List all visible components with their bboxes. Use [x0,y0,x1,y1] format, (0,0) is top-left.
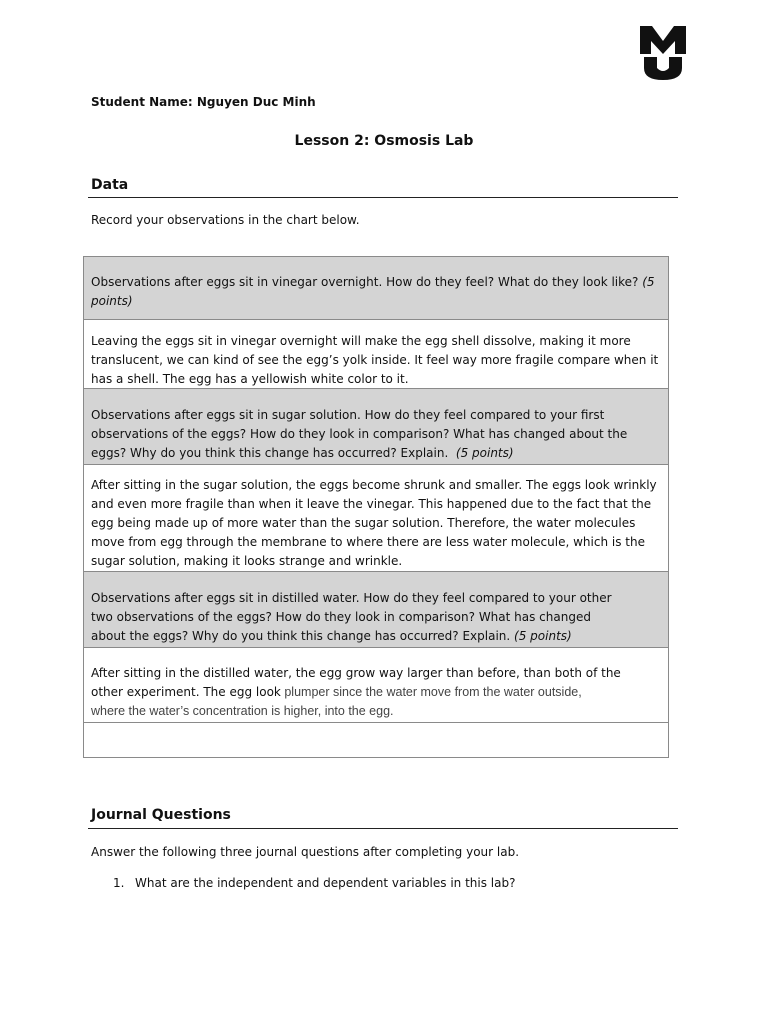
observation-table [83,256,669,758]
sugar-answer-text: After sitting in the sugar solution, the eggs become shrunk and smaller. The eggs look wrinkly and even more fragile than when it leave the vinegar. This happened due to the fact that the egg being made up of more water than the sugar solution. Therefore, the water molecules move from egg through the membrane to where there are less water molecule, which is the sugar solution, making it looks strange and wrinkle. [91,478,657,568]
journal-question-number: 1. [113,876,125,890]
journal-section-rule [88,828,678,829]
vinegar-question-line-1: Observations after eggs sit in vinegar overnight. How do they feel? What do they look like? (5 [91,275,655,289]
distilled-question-text: Observations after eggs sit in distilled water. How do they feel compared to your other two observations of the eggs? How do they look in comparison? What has changed about the eggs? Why do you think this change has occurred? Explain. (5 points) [91,591,612,643]
data-instruction: Record your observations in the chart below. [91,213,360,227]
vinegar-answer-text: Leaving the eggs sit in vinegar overnight will make the egg shell dissolve, making it more translucent, we can kind of see the egg’s yolk inside. It feel way more fragile compare when it has a shell. The egg has a yellowish white color to it. [91,334,659,386]
lesson-title: Lesson 2: Osmosis Lab [294,133,474,149]
table-row-sugar-question [84,389,668,465]
journal-section-heading: Journal Questions [91,807,231,823]
vinegar-question-text [91,273,661,311]
table-row-distilled-answer[interactable] [84,648,668,723]
table-row-vinegar-question [84,257,668,320]
table-row-sugar-answer[interactable] [84,465,668,572]
sugar-question-text: Observations after eggs sit in sugar solution. How do they feel compared to your first observations of the eggs? How do they look in comparison? What has changed about the eggs? Why do you think this change has occurred? Explain. (5 points) [91,408,628,460]
data-section-heading: Data [91,177,129,193]
vinegar-question-points: points) [91,294,133,308]
student-name-label: Student Name: [91,95,193,109]
student-name-value: Nguyen Duc Minh [196,95,316,109]
university-logo [638,24,688,82]
student-name-line [91,95,316,109]
table-row-vinegar-answer[interactable] [84,320,668,389]
data-section-rule [88,197,678,198]
table-row-distilled-question [84,572,668,648]
journal-question-1 [113,876,515,890]
table-row-empty[interactable] [84,723,668,757]
distilled-answer-text: After sitting in the distilled water, the egg grow way larger than before, than both of the other experiment. The egg look plumper since the water move from the water outside, where the water’s concentration is higher, into the egg. [91,666,621,718]
journal-instruction: Answer the following three journal questions after completing your lab. [91,845,520,859]
distilled-question-points: (5 points) [514,629,572,643]
journal-question-text: What are the independent and dependent variables in this lab? [135,876,516,890]
sugar-question-points: (5 points) [455,446,514,460]
